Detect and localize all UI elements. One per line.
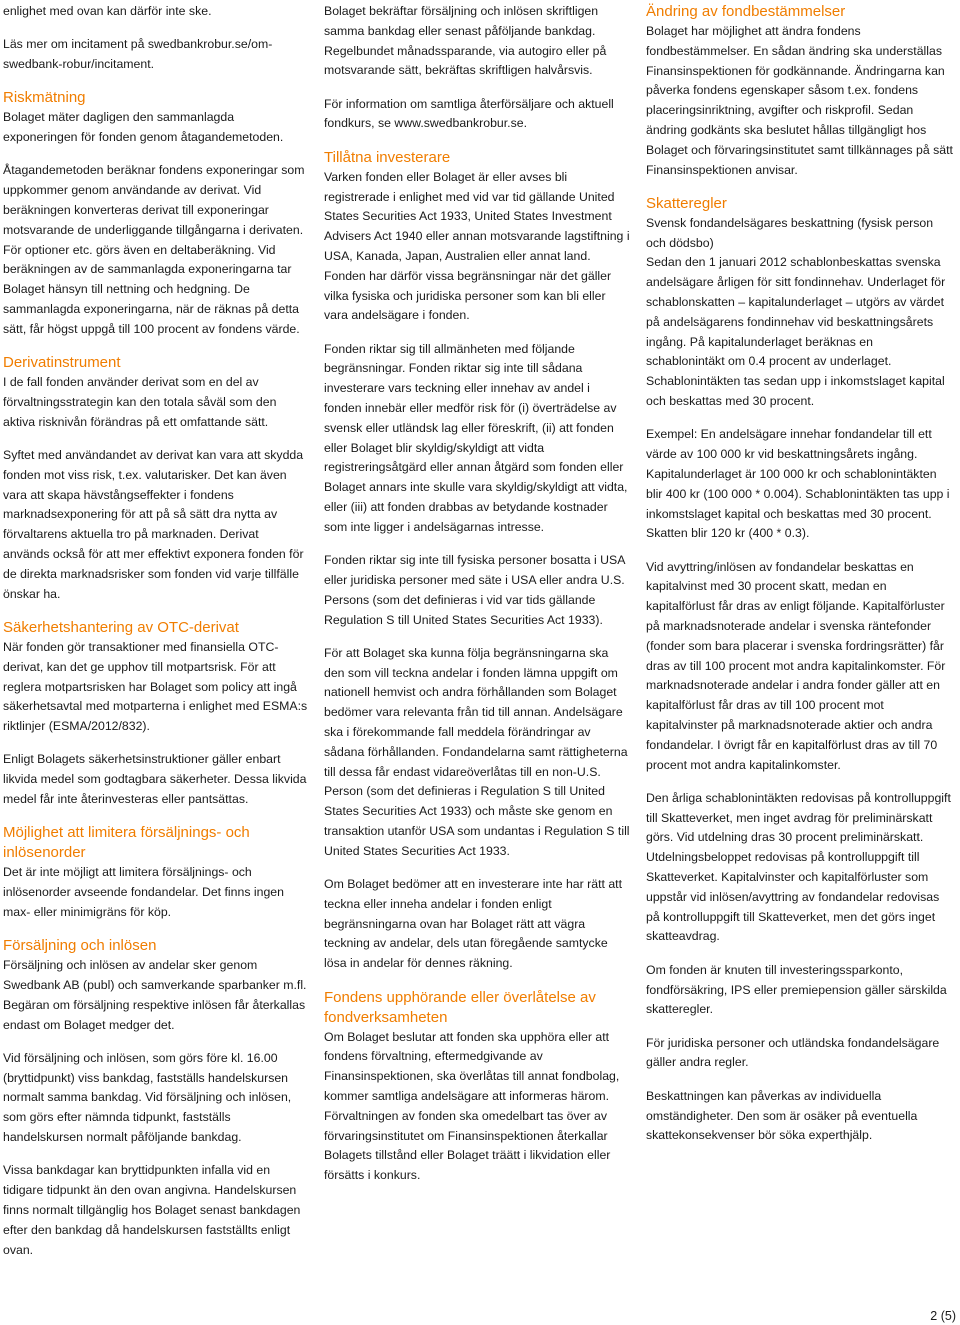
paragraph: Bolaget mäter dagligen den sammanlagda exponeringen för fonden genom åtagandemetoden. xyxy=(3,110,284,145)
paragraph: Syftet med användandet av derivat kan vara att skydda fonden mot viss risk, t.ex. valutarisker. Det kan även vara att skapa hävstångseffekter i fondens marknadsexponering för att på så sätt dra nytta av förvaltarens aktuella tro på marknaden. Derivat används också för att mer effektivt exponera fonden för de direkta marknadsrisker som fonden vid varje tillfälle önskar ha. xyxy=(3,448,304,601)
paragraph: Läs mer om incitament på swedbankrobur.se/om-swedbank-robur/incitament. xyxy=(3,37,273,72)
paragraph: Beskattningen kan påverkas av individuella omständigheter. Den som är osäker på eventuella skattekonsekvenser bör söka experthjälp. xyxy=(646,1088,918,1143)
paragraph: Bolaget bekräftar försäljning och inlösen skriftligen samma bankdag eller senast påföljande bankdag. Regelbundet månadssparande, via autogiro eller på motsvarande sätt, bekräftas skriftligen halvårsvis. xyxy=(324,4,607,78)
paragraph: Fonden riktar sig till allmänheten med följande begränsningar. Fonden riktar sig inte till sådana investerare vars teckning eller innehav av andel i fonden innebär eller medför risk för (i) överträdelse av svensk eller utländsk lag eller föreskrift, (ii) att fonden eller Bolaget blir skyldig/skyldigt att vidta registreringsåtgärd eller annan åtgärd som fonden eller Bolaget annars inte skulle vara skyldig/skyldigt att vidta, eller (iii) att fonden drabbas av betydande kostnader som inte ligger i andelsägarnas intresse. xyxy=(324,341,628,534)
paragraph: Bolaget har möjlighet att ändra fondens fondbestämmelser. En sådan ändring ska underställas Finansinspektionen för godkännande. Ändringarna kan påverka fondens egenskaper såsom t.ex. fondens placeringsinriktning, avgifter och riskprofil. Sedan ändring godkänts ska beslutet hållas tillgängligt hos Bolaget och förvaringsinstitutet samt tillkännages på sätt Finansinspektionen anvisar. xyxy=(646,24,953,177)
paragraph: Om Bolaget bedömer att en investerare inte har rätt att teckna eller inneha andelar i fonden enligt begränsningarna ovan har Bolaget rätt att vägra teckning av andelar, dels utan föregående samtycke lösa in andelar för dennes räkning. xyxy=(324,877,623,971)
paragraph: enlighet med ovan kan därför inte ske. xyxy=(3,4,212,18)
paragraph: Försäljning och inlösen av andelar sker genom Swedbank AB (publ) och samverkande sparbanker m.fl. Begäran om försäljning respektive inlösen får återkallas endast om Bolaget medger det. xyxy=(3,958,307,1032)
paragraph: Om Bolaget beslutar att fonden ska upphöra eller att fondens förvaltning, eftermedgivande av Finansinspektionen, ska överlåtas till annat fondbolag, kommer samtliga andelsägare att informeras härom. Förvaltningen av fonden ska omedelbart tas över av förvaringsinstitutet om Finansinspektionen återkallar Bolagets tillstånd eller Bolaget träätt i likvidation eller försätts i konkurs. xyxy=(324,1029,620,1183)
paragraph: Varken fonden eller Bolaget är eller avses bli registrerade i enlighet med vid var tid gällande United States Securities Act 1933, United States Investment Advisers Act 1940 eller annan motsvarande lagstiftning i USA, Kanada, Japan, Australien eller annat land. Fonden har därför vissa begränsningar när det gäller vilka fysiska och juridiska personer som kan bli eller vara andelsägare i fonden. xyxy=(324,169,630,323)
paragraph: Vissa bankdagar kan bryttidpunkten infalla vid en tidigare tidpunkt än den ovan angivna. Handelskursen finns normalt tillgänglig hos Bolaget senast bankdagen efter den bankdag då handelskursen fastställts enligt ovan. xyxy=(3,1163,301,1257)
paragraph: Den årliga schablonintäkten redovisas på kontrolluppgift till Skatteverket, men inget avdrag för preliminärskatt görs. Vid utdelning dras 30 procent preliminärskatt. Utdelningsbeloppet redovisas på kontrolluppgift till Skatteverket. Kapitalvinster och kapitalförluster som uppstår vid inlösen/avyttring av fondandelar redovisas på kontrolluppgift till Skatteverket, men det görs inget skatteavdrag. xyxy=(646,790,951,944)
column-left xyxy=(3,0,308,1274)
paragraph: Om fonden är knuten till investeringssparkonto, fondförsäkring, IPS eller premiepension gäller särskilda skatteregler. xyxy=(646,962,947,1017)
page-number: 2 (5) xyxy=(930,1309,956,1323)
section-heading-mojlighet: Möjlighet att limitera försäljnings- och inlösenorder xyxy=(3,824,250,862)
paragraph: När fonden gör transaktioner med finansiella OTC-derivat, kan det ge upphov till motpartsrisk. För att reglera motpartsrisken har Bolaget som policy att ingå säkerhetsavtal med motparterna i enlighet med ESMA:s riktlinjer (ESMA/2012/832). xyxy=(3,639,308,734)
paragraph: Vid avyttring/inlösen av fondandelar beskattas en kapitalvinst med 30 procent skatt, medan en kapitalförlust får dras av enligt följande. Kapitalförluster på marknadsnoterade andelar i svenska räntefonder (fonder som bara placerar i svenska fordringsrätter) får dras av till 100 procent mot andra kapitalinkomster. För marknadsnoterade andelar i andra fonder gäller att en kapitalförlust får dras av till 100 procent mot kapitalvinster på marknadsnoterade aktier och andra fondandelar. I övrigt får en kapitalförlust dras av till 70 procent mot andra kapitalinkomster. xyxy=(646,559,946,772)
paragraph: Fonden riktar sig inte till fysiska personer bosatta i USA eller juridiska personer med säte i USA eller andra U.S. Persons (som det definieras i vid var tids gällande Regulation S till United States Securities Act 1933). xyxy=(324,553,625,627)
paragraph: För information om samtliga återförsäljare och aktuell fondkurs, se www.swedbankrobur.se. xyxy=(324,96,614,131)
section-heading-upphorande: Fondens upphörande eller överlåtelse av fondverksamheten xyxy=(324,988,596,1026)
paragraph: Enligt Bolagets säkerhetsinstruktioner gäller enbart likvida medel som godtagbara säkerheter. Dessa likvida medel får inte återinvesteras eller pantsättas. xyxy=(3,752,307,806)
column-right xyxy=(646,0,954,1160)
paragraph: Sedan den 1 januari 2012 schablonbeskattas svenska andelsägare årligen för sitt fondinnehav. Underlaget för schablonskatten – kapitalunderlaget – utgörs av värdet på andelsägarens fondinnehav vid beskattningsårets ingång. På kapitalunderlaget beräknas en schablonintäkt om 0.4 procent av underlaget. Schablonintäkten tas sedan upp i inkomstslaget kapital och beskattas med 30 procent. xyxy=(646,255,946,409)
section-subheading: Svensk fondandelsägares beskattning (fysisk person och dödsbo) xyxy=(646,215,934,250)
section-heading-forsaljning: Försäljning och inlösen xyxy=(3,937,157,955)
paragraph: I de fall fonden använder derivat som en del av förvaltningsstrategin kan den totala såväl som den aktiva risknivån förändras på ett omfattande sätt. xyxy=(3,375,277,429)
paragraph: För att Bolaget ska kunna följa begränsningarna ska den som vill teckna andelar i fonden lämna uppgift om nationell hemvist och andra förhållanden som Bolaget bedömer vara relevanta från tid till annan. Andelsägare ska i förekommande fall meddela förändringar av sådana förhållanden. Fondandelarna samt rättigheterna till dessa får endast vidareöverlåtas till en non-U.S. Person (som det definieras i Regulation S till United States Securities Act 1933) och måste ske genom en transaktion utanför USA som undantas i Regulation S till United States Securities Act 1933. xyxy=(324,645,630,858)
section-heading-derivat: Derivatinstrument xyxy=(3,354,121,372)
section-heading-riskmatning: Riskmätning xyxy=(3,89,86,107)
section-heading-tillatna: Tillåtna investerare xyxy=(324,148,451,166)
section-heading-skatt: Skatteregler xyxy=(646,194,727,212)
paragraph: Det är inte möjligt att limitera försäljnings- och inlösenorder avseende fondandelar. Det finns ingen max- eller minimigräns för köp. xyxy=(3,865,284,919)
section-heading-sakerhet: Säkerhetshantering av OTC-derivat xyxy=(3,618,239,636)
paragraph: Vid försäljning och inlösen, som görs före kl. 16.00 (bryttidpunkt) viss bankdag, fastställs handelskursen normalt samma bankdag. Vid försäljning och inlösen, som görs efter nämnda tidpunkt, fastställs handelskursen normalt påföljande bankdag. xyxy=(3,1050,292,1145)
paragraph: Exempel: En andelsägare innehar fondandelar till ett värde av 100 000 kr vid beskattningsårets ingång. Kapitalunderlaget är 100 000 kr och schablonintäkten blir 400 kr (100 000 * 0.004). Schablonintäkten tas upp i inkomstslaget kapital och beskattas med 30 procent. Skatten blir 120 kr (400 * 0.3). xyxy=(646,427,950,541)
paragraph: För juridiska personer och utländska fondandelsägare gäller andra regler. xyxy=(646,1035,940,1070)
column-middle xyxy=(324,0,630,1199)
paragraph: Åtagandemetoden beräknar fondens exponeringar som uppkommer genom användande av derivat. Vid beräkningen konverteras derivat till exponeringar motsvarande de underliggande tillgångarna i derivaten. För optioner etc. görs även en deltaberäkning. Vid beräkningen av de sammanlagda exponeringarna tar Bolaget hänsyn till nettning och hedgning. De sammanlagda exponeringarna, när de räknas på detta sätt, får högst uppgå till 100 procent av fondens värde. xyxy=(3,163,305,336)
section-heading-andring: Ändring av fondbestämmelser xyxy=(646,3,846,20)
